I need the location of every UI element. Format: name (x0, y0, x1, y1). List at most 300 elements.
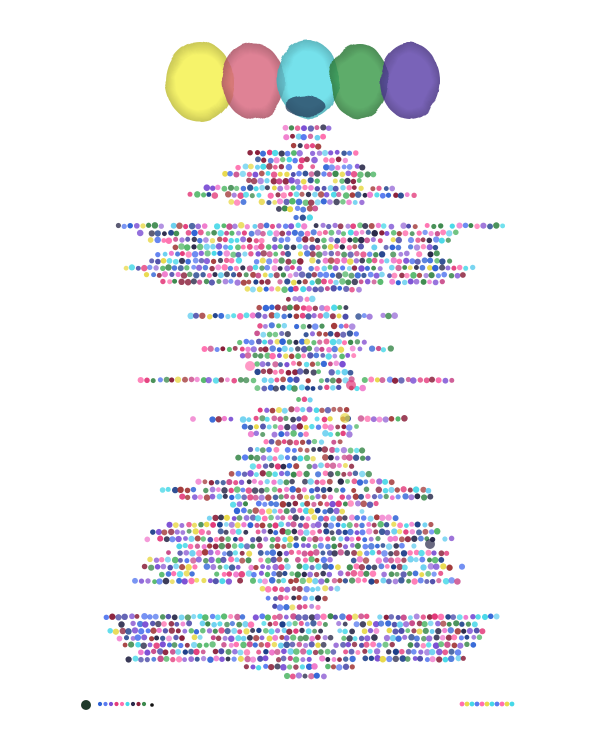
corner-mark-left (81, 700, 154, 710)
dot (286, 231, 291, 236)
dot (176, 543, 182, 549)
dot (166, 522, 172, 528)
dot (389, 479, 395, 485)
dot (356, 536, 361, 541)
dot (339, 509, 345, 515)
dot (364, 416, 370, 422)
dot (120, 628, 126, 634)
dot (374, 501, 379, 506)
dot (259, 509, 265, 515)
dot (359, 200, 364, 205)
dot (370, 550, 376, 556)
dot (254, 259, 259, 264)
dot (386, 579, 392, 585)
dot (303, 431, 309, 437)
dot (343, 192, 350, 199)
dot (263, 649, 268, 654)
dot (175, 536, 181, 542)
dot (192, 564, 197, 569)
dot (147, 557, 153, 563)
dot (297, 423, 303, 429)
dot (334, 586, 340, 592)
dot (344, 323, 349, 328)
dot (259, 415, 265, 421)
dot (470, 614, 475, 619)
dot (288, 406, 294, 412)
dot (267, 523, 272, 528)
dot (292, 586, 297, 591)
dot (266, 635, 272, 641)
dot (192, 237, 197, 242)
dot (235, 522, 241, 528)
corner-left-dot (109, 702, 113, 706)
dot (228, 266, 233, 271)
dot (493, 222, 499, 228)
corner-right-dot (470, 702, 475, 707)
dot (281, 656, 287, 662)
dot (405, 628, 410, 633)
dot (421, 614, 426, 619)
dot (251, 378, 257, 384)
dot (164, 656, 170, 662)
dot (247, 635, 253, 641)
dot (135, 642, 141, 648)
dot (283, 479, 289, 485)
dot (297, 494, 303, 500)
dot (168, 529, 174, 535)
dot (210, 614, 215, 619)
dot (252, 479, 257, 484)
dot (250, 287, 256, 293)
dot (260, 231, 266, 237)
dot (248, 425, 253, 430)
dot (345, 479, 350, 484)
dot (440, 229, 446, 235)
dot (310, 456, 315, 461)
dot (347, 237, 352, 242)
dot (359, 523, 365, 529)
dot (340, 244, 345, 249)
dot (389, 642, 394, 647)
corner-left-dot (125, 702, 129, 706)
dot (455, 628, 461, 634)
dot (318, 501, 323, 506)
dot (334, 332, 340, 338)
dot (221, 223, 226, 228)
dot (325, 536, 330, 541)
dot (260, 470, 266, 476)
dot (198, 494, 203, 499)
dot (312, 205, 318, 211)
dot (408, 634, 414, 640)
dot (183, 224, 188, 229)
dot (285, 331, 291, 337)
dot (295, 346, 300, 351)
dot (284, 244, 290, 250)
dot (310, 331, 315, 336)
dot (264, 287, 269, 292)
dot (365, 266, 370, 271)
dot (440, 621, 446, 627)
dot (444, 641, 450, 647)
dot (418, 578, 424, 584)
dot (197, 614, 202, 619)
dot (259, 185, 265, 191)
dot (308, 508, 314, 514)
dot (287, 305, 293, 311)
dot (347, 472, 352, 477)
dot (192, 634, 198, 640)
dot (248, 621, 255, 628)
dot (475, 614, 480, 619)
dot (217, 522, 223, 528)
dot (390, 495, 395, 500)
dot (287, 536, 293, 542)
dot (342, 164, 347, 169)
dot (419, 557, 425, 563)
dot (148, 642, 153, 647)
dot (163, 628, 168, 633)
dot (194, 377, 199, 382)
dot (421, 636, 427, 642)
dot (340, 494, 346, 500)
dot (299, 621, 304, 626)
dot (321, 171, 326, 176)
dot (358, 415, 365, 422)
dot (236, 231, 241, 236)
dot (288, 192, 293, 197)
dot (332, 223, 337, 228)
dot (307, 324, 312, 329)
dot (341, 447, 347, 453)
dot (336, 529, 342, 535)
dot (268, 339, 274, 345)
dot (156, 578, 162, 584)
dot (368, 628, 373, 633)
dot (218, 514, 224, 520)
dot (393, 578, 399, 584)
dot (212, 515, 218, 521)
dot (201, 656, 206, 661)
dot (330, 385, 336, 391)
dot (307, 214, 313, 220)
dot (427, 265, 433, 271)
dot (209, 416, 215, 422)
dot (254, 369, 260, 375)
dot (288, 177, 294, 183)
dot (313, 353, 319, 359)
dot (339, 278, 345, 284)
dot (317, 272, 323, 278)
dot (264, 408, 269, 413)
dot (282, 628, 287, 633)
dot (357, 346, 362, 351)
dot (269, 439, 275, 445)
dot (261, 621, 266, 626)
dot (431, 224, 436, 229)
dot (306, 464, 312, 470)
dot (284, 265, 290, 271)
dot (328, 265, 333, 270)
dot (277, 347, 282, 352)
corner-left-large-dot (81, 700, 91, 710)
dot (157, 273, 162, 278)
dot (355, 650, 360, 655)
dot (411, 628, 416, 633)
dot (157, 628, 162, 633)
dot (324, 385, 329, 390)
dot (413, 571, 419, 577)
dot (390, 635, 396, 641)
dot (391, 230, 397, 236)
dot (321, 237, 327, 243)
dot (393, 193, 398, 198)
dot (308, 556, 314, 562)
dot (328, 237, 333, 242)
dot (276, 657, 281, 662)
dot (309, 424, 314, 429)
dot (242, 472, 247, 477)
dot (290, 673, 296, 679)
dot (175, 252, 180, 257)
dot (288, 515, 293, 520)
dot (160, 266, 165, 271)
dot (269, 305, 275, 311)
dot (285, 259, 291, 265)
dot (300, 657, 305, 662)
dot (342, 629, 348, 635)
dot (336, 272, 343, 279)
dot (362, 223, 368, 229)
dot (418, 536, 424, 542)
dot (260, 635, 265, 640)
dot (267, 332, 273, 338)
dot (202, 479, 207, 484)
dot (278, 431, 284, 437)
dot (349, 537, 354, 542)
corner-right-dot (510, 702, 515, 707)
dot (389, 224, 395, 230)
dot (369, 537, 374, 542)
dot (349, 464, 354, 469)
dot (392, 378, 398, 384)
dot (263, 655, 269, 661)
dot (185, 614, 191, 620)
dot (178, 279, 184, 285)
dot (315, 521, 322, 528)
dot (199, 258, 204, 263)
dot (270, 408, 276, 414)
dot (327, 557, 333, 563)
dot (306, 192, 311, 197)
dot (487, 223, 493, 229)
dot (185, 251, 191, 257)
dot (202, 346, 208, 352)
dot (282, 439, 287, 444)
dot (339, 361, 346, 368)
dot (308, 266, 313, 271)
dot (272, 237, 277, 242)
dot (235, 455, 241, 461)
dot (312, 286, 318, 292)
dot (242, 424, 248, 430)
dot (358, 186, 363, 191)
dot (354, 515, 360, 521)
dot (274, 377, 279, 382)
dot (243, 501, 248, 506)
dot (199, 251, 204, 256)
dot (442, 378, 448, 384)
dot (288, 273, 293, 278)
dot (263, 463, 268, 468)
dot (365, 279, 371, 285)
dot (171, 571, 176, 576)
dot (324, 305, 330, 311)
dot (204, 184, 211, 191)
dot (377, 550, 382, 555)
dot (298, 164, 304, 170)
dot (256, 193, 261, 198)
dot (198, 522, 204, 528)
dot (338, 536, 343, 541)
dot (434, 258, 440, 264)
dot (269, 463, 274, 468)
dot (186, 230, 192, 236)
dot (427, 251, 433, 257)
dot (167, 279, 172, 284)
dot (307, 537, 312, 542)
dot (237, 313, 244, 320)
dot (367, 314, 373, 320)
dot (241, 494, 247, 500)
dot (328, 455, 334, 461)
dot (293, 272, 299, 278)
dot (479, 628, 485, 634)
dot (161, 564, 167, 570)
dot (300, 516, 305, 521)
dot (389, 186, 395, 192)
dot (295, 223, 300, 228)
dot (362, 377, 368, 383)
dot (262, 578, 268, 584)
dot (374, 648, 380, 654)
dot (180, 251, 185, 256)
dot (403, 529, 408, 534)
dot (274, 649, 280, 655)
dot (206, 530, 211, 535)
dot (266, 447, 272, 453)
dot (245, 224, 250, 229)
dot (161, 258, 167, 264)
dot (224, 231, 229, 236)
dot (273, 621, 278, 626)
dot (325, 664, 331, 670)
dot (325, 649, 331, 655)
dot (277, 353, 282, 358)
dot (330, 339, 337, 346)
dot (407, 571, 412, 576)
dot (471, 635, 476, 640)
dot (193, 313, 199, 319)
dot (155, 564, 161, 570)
dot (297, 361, 302, 366)
dot (444, 551, 449, 556)
dot (351, 353, 356, 358)
dot (397, 621, 403, 627)
dot (369, 656, 374, 661)
dot (206, 192, 211, 197)
dot (360, 529, 366, 535)
dot (204, 244, 210, 250)
dot (334, 258, 340, 264)
dot (328, 244, 334, 250)
dot (285, 151, 291, 157)
dot (322, 417, 328, 423)
dot (463, 266, 468, 271)
dot (358, 237, 365, 244)
dot (384, 530, 390, 536)
dot (340, 332, 346, 338)
dot (180, 530, 185, 535)
dot (255, 273, 261, 279)
dot (195, 479, 201, 485)
dot (279, 494, 284, 499)
dot (258, 550, 264, 556)
dot (385, 620, 391, 626)
dot (152, 222, 159, 229)
dot (160, 487, 166, 493)
dot (178, 558, 183, 563)
dot (328, 635, 334, 641)
dot (351, 558, 357, 564)
dot (474, 224, 480, 230)
dot (323, 258, 329, 264)
dot (453, 620, 459, 626)
dot (401, 558, 406, 563)
dot (287, 313, 292, 318)
dot (322, 251, 327, 256)
dot (298, 251, 303, 256)
dot (279, 621, 285, 627)
dot (293, 376, 300, 383)
dot (229, 471, 235, 477)
dot (228, 556, 234, 562)
dot (186, 522, 192, 528)
dot (127, 223, 133, 229)
dot (209, 641, 215, 647)
dot (297, 150, 303, 156)
dot (217, 230, 223, 236)
dot (275, 543, 281, 549)
dot (109, 614, 115, 620)
dot (266, 244, 272, 250)
dot (153, 642, 159, 648)
dot (203, 265, 209, 271)
dot (161, 621, 167, 627)
dot (312, 536, 318, 542)
dot (278, 564, 284, 570)
dot (333, 178, 338, 183)
dot (433, 563, 439, 569)
dot (244, 664, 249, 669)
dot (224, 530, 229, 535)
dot (188, 544, 194, 550)
dot (244, 543, 250, 549)
dot (314, 614, 320, 620)
dot (145, 657, 150, 662)
dot (279, 231, 285, 237)
dot (298, 447, 303, 452)
